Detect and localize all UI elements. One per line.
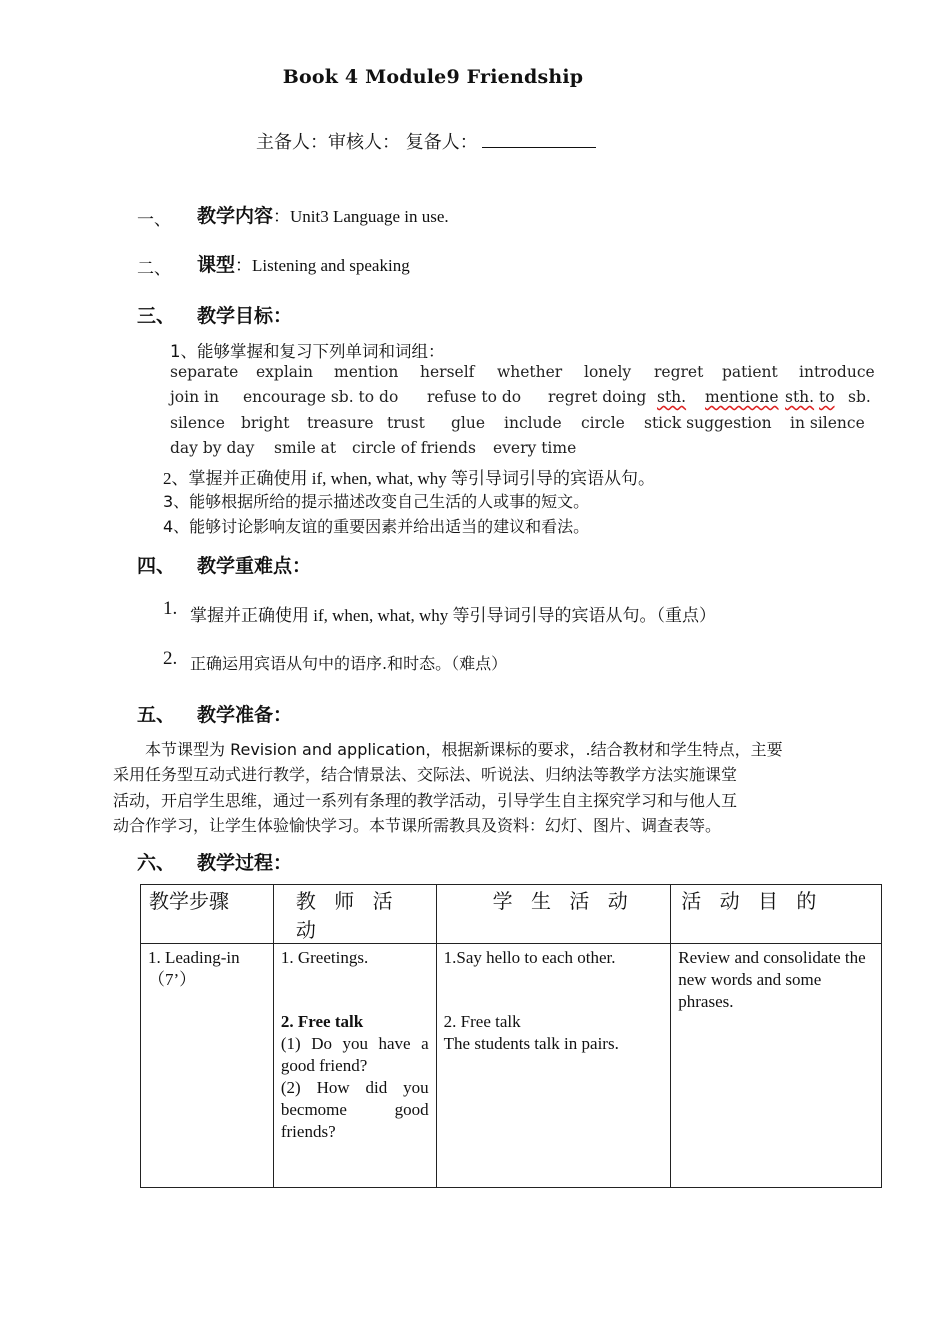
table-header-row — [141, 885, 882, 944]
keypoint-1: 掌握并正确使用 if, when, what, why 等引导词引导的宾语从句。（重点） — [190, 606, 717, 625]
keypoint-1-number: 1. — [163, 598, 178, 619]
vocab-word: silence — [170, 414, 225, 432]
table-row — [141, 944, 882, 1188]
prep-line-4: 动合作学习，让学生体验愉快学习。本节课所需教具及资料：幻灯、图片、调查表等。 — [113, 816, 722, 835]
vocab-word: lonely — [584, 363, 632, 381]
vocab-word: join in — [170, 388, 219, 406]
vocab-word: sth. — [657, 388, 687, 406]
page-title: Book 4 Module9 Friendship — [282, 66, 584, 88]
section-2 — [197, 250, 410, 277]
vocab-word: regret — [654, 363, 704, 381]
step-cell — [141, 944, 274, 1188]
vocab-word: refuse to do — [427, 388, 522, 406]
vocab-word: mentione — [705, 388, 779, 406]
student-pairs: The students talk in pairs. — [443, 1034, 619, 1053]
vocab-word: separate — [170, 363, 239, 381]
purpose-cell — [671, 944, 882, 1188]
teacher-question-1: (1) Do you have a good friend? — [280, 1034, 429, 1075]
vocab-word: regret doing — [548, 388, 647, 406]
section-2-heading: 课型 — [197, 254, 236, 276]
goal-4: 4、能够讨论影响友谊的重要因素并给出适当的建议和看法。 — [163, 517, 590, 536]
vocab-word: stick suggestion — [644, 414, 772, 432]
vocab-word: bright — [241, 414, 290, 432]
vocab-word: include — [504, 414, 562, 432]
vocab-word: patient — [722, 363, 778, 381]
section-1-text: Unit3 Language in use. — [290, 207, 449, 226]
section-1 — [197, 201, 449, 228]
teacher-free-talk: 2. Free talk — [280, 1012, 364, 1031]
prep-line-3: 活动，开启学生思维，通过一系列有条理的教学活动，引导学生自主探究学习和与他人互 — [113, 791, 738, 810]
section-1-number: 一、 — [137, 210, 171, 230]
vocab-word: treasure — [307, 414, 374, 432]
section-6-number: 六、 — [137, 852, 176, 874]
header-step: 教学步骤 — [141, 885, 274, 944]
vocab-word: whether — [497, 363, 563, 381]
vocab-word: circle — [581, 414, 625, 432]
section-2-number: 二、 — [137, 259, 171, 279]
vocab-word: every time — [493, 439, 577, 457]
section-2-text: Listening and speaking — [252, 256, 410, 275]
section-4-heading: 教学重难点： — [197, 555, 312, 577]
student-free-talk: 2. Free talk — [443, 1012, 521, 1031]
vocab-word: sb. — [848, 388, 871, 406]
section-1-heading: 教学内容 — [197, 205, 274, 227]
header-purpose: 活 动 目 的 — [671, 885, 882, 944]
section-1-colon: ： — [273, 207, 291, 226]
prep-line-2: 采用任务型互动式进行教学，结合情景法、交际法、听说法、归纳法等教学方法实施课堂 — [113, 765, 738, 784]
section-5-heading: 教学准备： — [197, 704, 293, 726]
vocab-word: circle of friends — [352, 439, 476, 457]
vocab-word: herself — [420, 363, 475, 381]
teacher-greetings: 1. Greetings. — [280, 948, 369, 967]
vocab-word: to — [819, 388, 835, 406]
section-2-colon: ： — [235, 256, 253, 275]
preparers-label: 主备人：审核人： 复备人： — [256, 132, 478, 153]
goal-1: 1、能够掌握和复习下列单词和词组： — [170, 342, 445, 361]
vocab-word: mention — [334, 363, 399, 381]
goal-2: 2、掌握并正确使用 if, when, what, why 等引导词引导的宾语从句。 — [163, 469, 656, 488]
vocab-word: trust — [387, 414, 425, 432]
step-label: 1. Leading-in — [148, 948, 240, 967]
vocab-word: glue — [451, 414, 486, 432]
vocab-word: day by day — [170, 439, 255, 457]
student-cell — [436, 944, 671, 1188]
preparers-line — [256, 128, 596, 154]
vocab-word: explain — [256, 363, 313, 381]
header-student: 学 生 活 动 — [436, 885, 671, 944]
vocab-word: smile at — [274, 439, 337, 457]
teacher-cell — [273, 944, 436, 1188]
vocab-word: sth. — [785, 388, 815, 406]
preparer-blank — [482, 131, 596, 148]
keypoint-2-number: 2. — [163, 648, 178, 669]
student-hello: 1.Say hello to each other. — [443, 948, 616, 967]
prep-line-1: 本节课型为 Revision and application，根据新课标的要求，.结合教材和学生特点，主要 — [145, 740, 783, 759]
section-4-number: 四、 — [137, 555, 176, 577]
process-table — [140, 884, 882, 1188]
header-teacher: 教 师 活 动 — [273, 885, 436, 944]
section-5-number: 五、 — [137, 704, 176, 726]
purpose-text: Review and consolidate the new words and some phrases. — [678, 948, 866, 1011]
vocab-word: encourage sb. to do — [243, 388, 399, 406]
step-time: （7’） — [148, 970, 197, 989]
keypoint-2: 正确运用宾语从句中的语序.和时态。（难点） — [190, 654, 508, 673]
section-3-heading: 教学目标： — [197, 305, 293, 327]
teacher-question-2: (2) How did you becmome good friends? — [280, 1078, 429, 1141]
vocab-word: in silence — [790, 414, 865, 432]
goal-3: 3、能够根据所给的提示描述改变自己生活的人或事的短文。 — [163, 492, 590, 511]
vocab-word: introduce — [799, 363, 875, 381]
section-3-number: 三、 — [137, 305, 176, 327]
section-6-heading: 教学过程： — [197, 852, 293, 874]
